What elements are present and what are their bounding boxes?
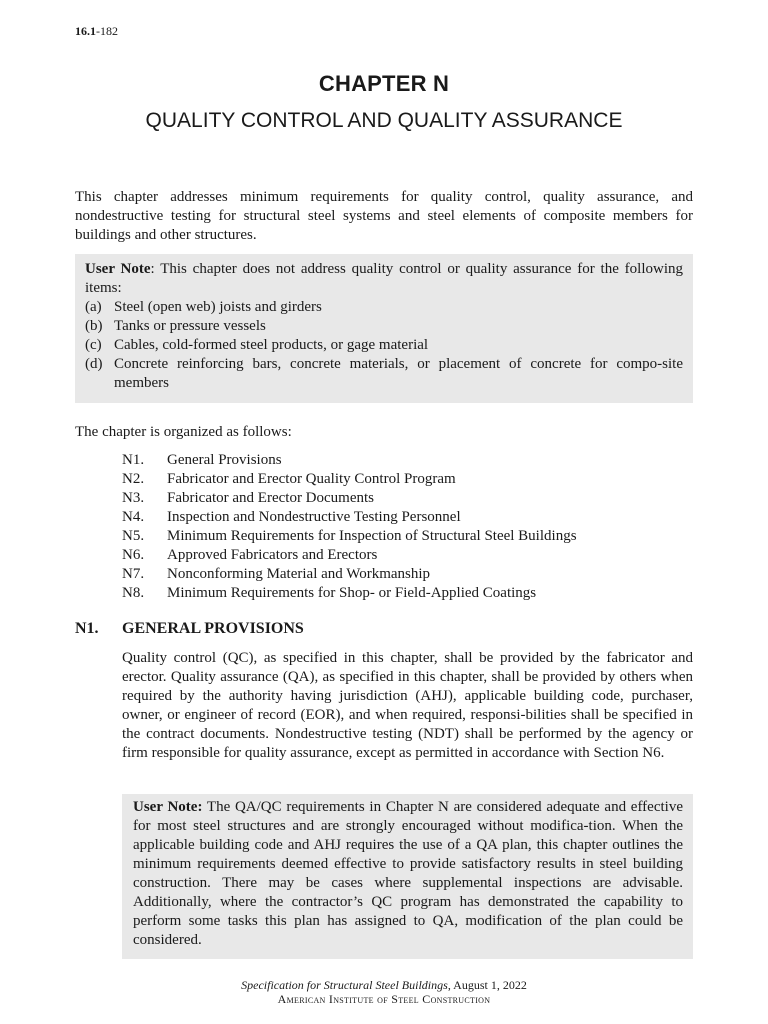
- footer-spec-line: [0, 978, 768, 992]
- section-number: N8.: [122, 585, 145, 601]
- list-item: [85, 317, 683, 336]
- section-heading: [75, 620, 304, 638]
- organized-intro: The chapter is organized as follows:: [75, 424, 292, 440]
- user-note-label: User Note: [85, 261, 151, 277]
- section-title: General Provisions: [167, 452, 282, 468]
- section-title: Fabricator and Erector Documents: [167, 490, 375, 506]
- user-note-text: : This chapter does not address quality control or quality assurance for the following items:: [85, 261, 683, 296]
- section-title: Inspection and Nondestructive Testing Personnel: [167, 509, 461, 525]
- intro-paragraph: This chapter addresses minimum requirements for quality control, quality assurance, and nondestructive testing for structural steel systems and steel elements of composite members for buildings and other structures.: [75, 189, 693, 243]
- list-marker: (c): [85, 337, 102, 353]
- page-number-prefix: 16.1: [75, 24, 96, 38]
- section-title: Approved Fabricators and Erectors: [167, 547, 378, 563]
- section-list-item: [122, 470, 577, 489]
- section-number: N1.: [122, 452, 145, 468]
- chapter-title: CHAPTER N: [318, 71, 450, 96]
- section-title: Fabricator and Erector Quality Control Program: [167, 471, 456, 487]
- page-footer: [0, 978, 768, 1006]
- list-marker: (b): [85, 318, 103, 334]
- user-note-2-text: The QA/QC requirements in Chapter N are considered adequate and effective for most steel structures and are strongly encouraged without modifica-tion. When the applicable building code and AHJ requires the use of a QA plan, this chapter outlines the minimum requirements deemed effective to provide satisfactory results in steel building construction. There may be cases where supplemental inspections are advisable. Additionally, where the contractor’s QC program has demonstrated the capability to perform some tasks this plan has assigned to QA, modification of the plan could be considered.: [133, 799, 683, 948]
- section-number: N3.: [122, 490, 145, 506]
- section-list-item: [122, 508, 577, 527]
- user-note-2-paragraph: [133, 798, 683, 950]
- page-number-suffix: -182: [96, 24, 118, 38]
- section-number: N5.: [122, 528, 145, 544]
- list-marker: (a): [85, 299, 102, 315]
- user-note-box-2: [122, 794, 693, 959]
- user-note-lead: [85, 260, 683, 298]
- section-heading-number: N1.: [75, 620, 99, 637]
- list-item-text: Concrete reinforcing bars, concrete materials, or placement of concrete for compo-site members: [114, 356, 683, 391]
- list-item: [85, 355, 683, 393]
- page-number: [75, 24, 118, 39]
- section-list: [122, 451, 577, 603]
- chapter-subtitle: QUALITY CONTROL AND QUALITY ASSURANCE: [145, 109, 623, 132]
- section-number: N2.: [122, 471, 145, 487]
- section-list-item: [122, 565, 577, 584]
- section-number: N6.: [122, 547, 145, 563]
- list-item: [85, 298, 683, 317]
- section-list-item: [122, 489, 577, 508]
- section-heading-title: GENERAL PROVISIONS: [122, 620, 304, 637]
- footer-spec-title: Specification for Structural Steel Buildings: [241, 978, 448, 992]
- user-note-box: [75, 254, 693, 403]
- section-list-item: [122, 451, 577, 470]
- user-note-2-label: User Note:: [133, 799, 203, 815]
- footer-publisher: American Institute of Steel Construction: [277, 992, 491, 1006]
- user-note-list: [85, 298, 683, 393]
- section-number: N7.: [122, 566, 145, 582]
- section-title: Minimum Requirements for Inspection of Structural Steel Buildings: [167, 528, 577, 544]
- section-title: Nonconforming Material and Workmanship: [167, 566, 431, 582]
- section-list-item: [122, 546, 577, 565]
- section-list-item: [122, 527, 577, 546]
- list-marker: (d): [85, 356, 103, 372]
- section-body: Quality control (QC), as specified in this chapter, shall be provided by the fabricator and erector. Quality assurance (QA), as specified in this chapter, shall be provided by others when required by the authority having jurisdiction (AHJ), applicable building code, purchaser, owner, or engineer of record (EOR), and when required, responsi-bilities shall be specified in the contract documents. Nondestructive testing (NDT) shall be performed by the agency or firm responsible for quality assurance, except as permitted in accordance with Section N6.: [122, 650, 693, 761]
- section-list-item: [122, 584, 577, 603]
- list-item-text: Tanks or pressure vessels: [114, 318, 266, 334]
- list-item: [85, 336, 683, 355]
- section-title: Minimum Requirements for Shop- or Field-Applied Coatings: [167, 585, 537, 601]
- list-item-text: Cables, cold-formed steel products, or gage material: [114, 337, 429, 353]
- footer-spec-date: , August 1, 2022: [447, 978, 527, 992]
- section-number: N4.: [122, 509, 145, 525]
- list-item-text: Steel (open web) joists and girders: [114, 299, 322, 315]
